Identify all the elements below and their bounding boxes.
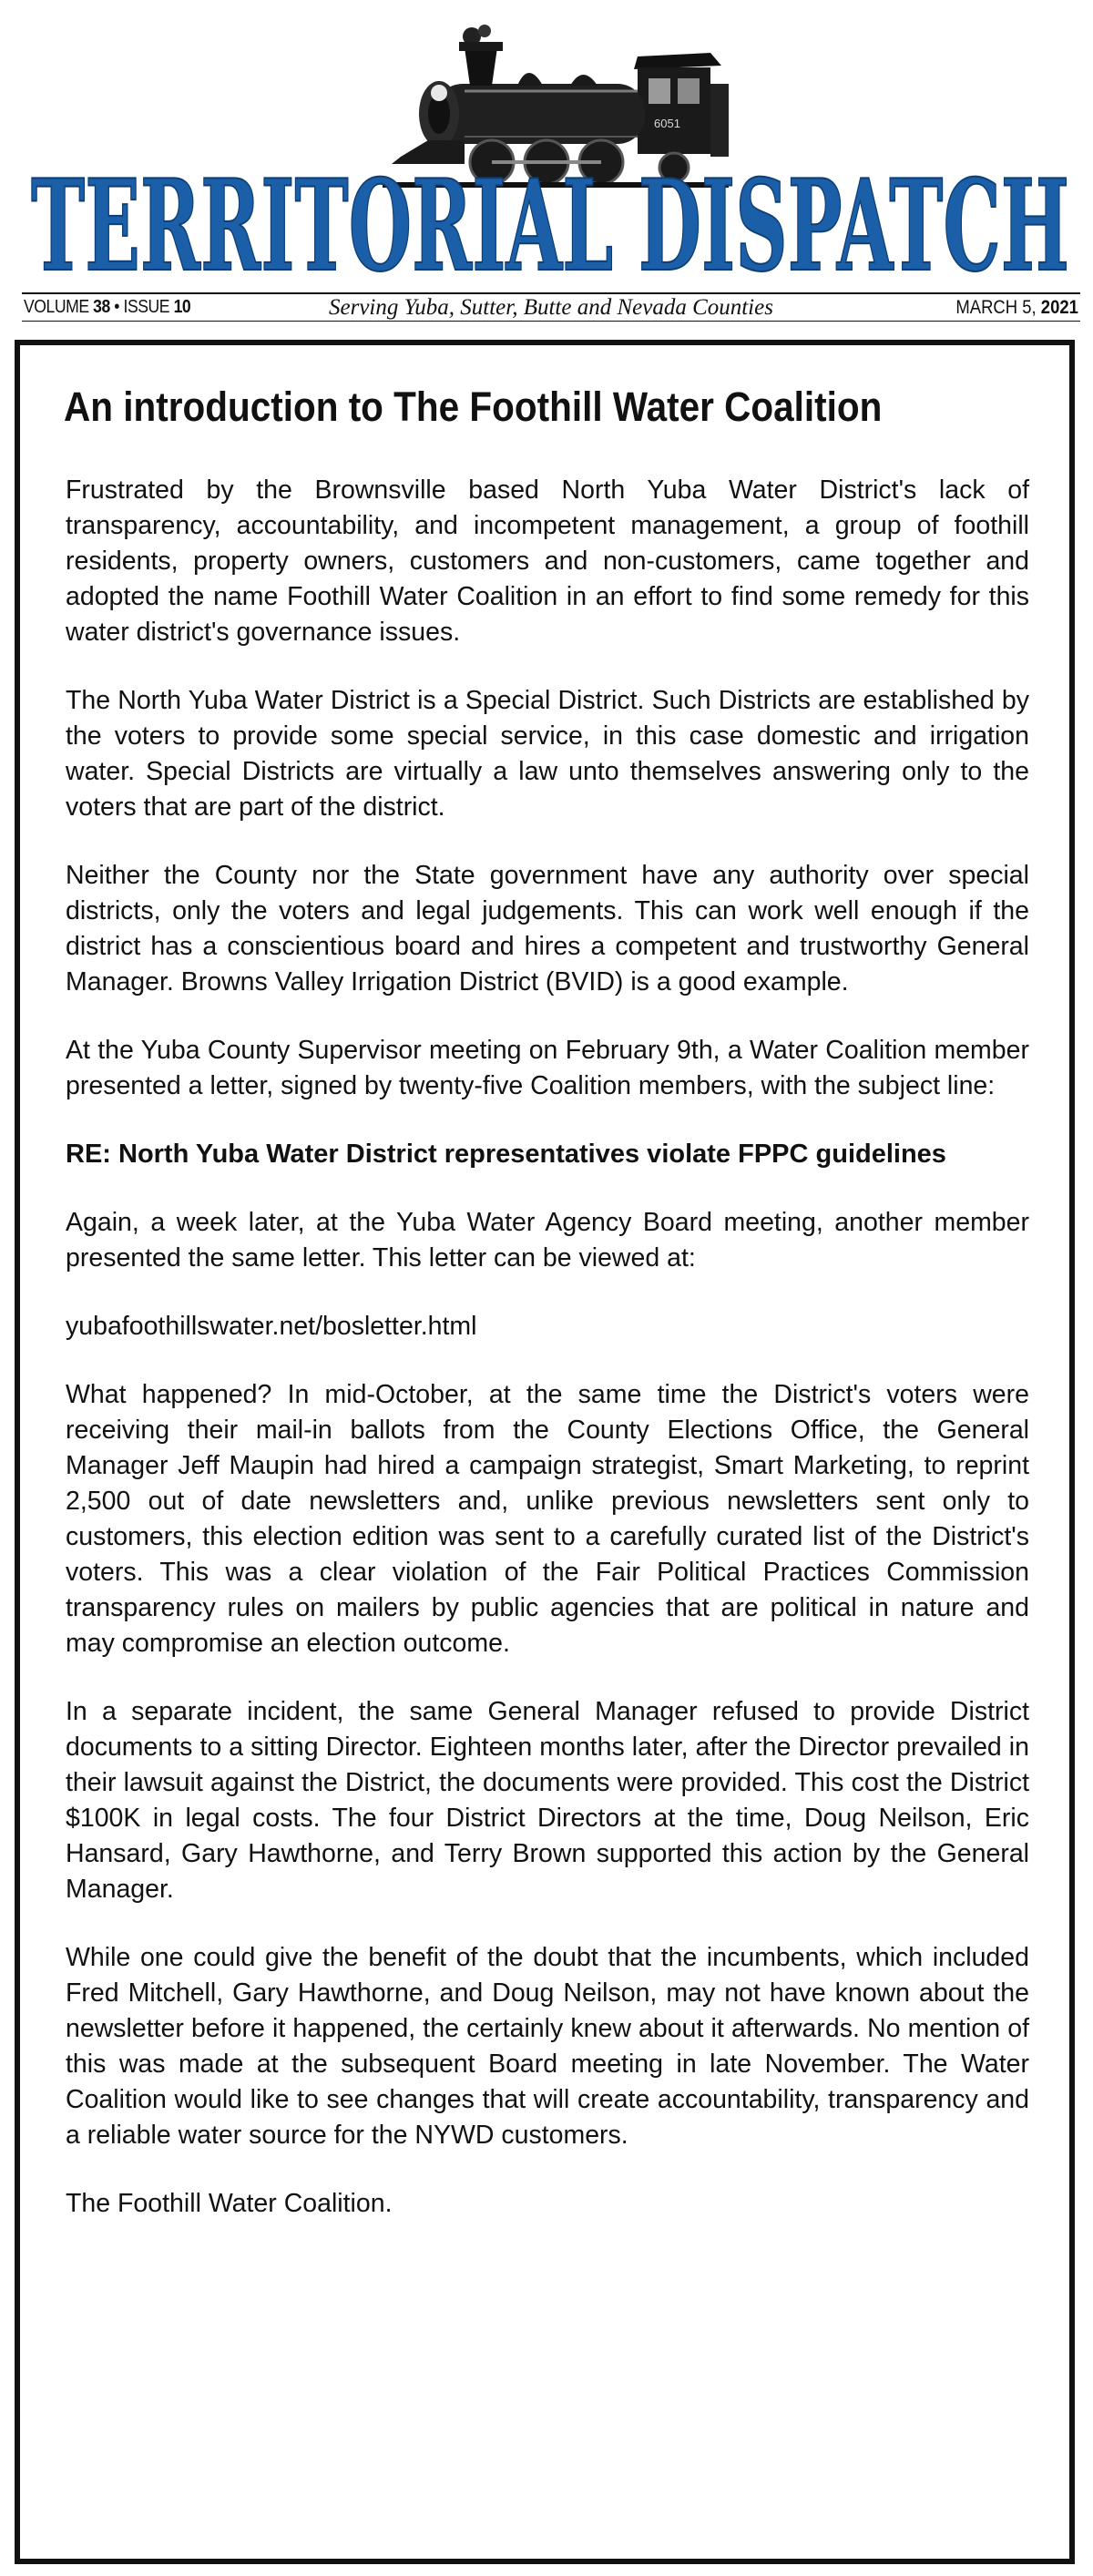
article-paragraph: What happened? In mid-October, at the same time the District's voters were receiving their mail-in ballots from the County Elections Office, the General Manager Jeff Maupin had hired a campaign strategist, Smart Marketing, to reprint 2,500 out of date newsletters and, unlike previous newsletters sent only to customers, this election edition was sent to a carefully curated list of the District's voters. This was a clear violation of the Fair Political Practices Commission transparency rules on mailers by public agencies that are political in nature and may compromise an election outcome. — [66, 1380, 1029, 1658]
article-paragraph: Neither the County nor the State government have any authority over special districts, only the voters and legal judgements. This can work well enough if the district has a conscientious board and hires a competent and trustworthy General Manager. Browns Valley Irrigation District (BVID) is a good example. — [66, 861, 1029, 997]
article-headline: An introduction to The Foothill Water Coalition — [64, 383, 883, 430]
article-paragraph: While one could give the benefit of the doubt that the incumbents, which included Fred Mitchell, Gary Hawthorne, and Doug Neilson, may not have known about the newsletter before it happened, the certainly knew about it afterwards. No mention of this was made at the subsequent Board meeting in late November. The Water Coalition would like to see changes that will create accountability, transparency and a reliable water source for the NYWD customers. — [66, 1943, 1029, 2150]
issue-date — [955, 297, 1078, 319]
masthead-title: TERRITORIAL DISPATCH — [31, 151, 1069, 287]
masthead — [0, 0, 1093, 328]
locomotive-number: 6051 — [654, 117, 680, 130]
volume-label: VOLUME — [24, 297, 89, 317]
masthead-rule-bottom — [22, 321, 1080, 322]
date-year: 2021 — [1040, 297, 1078, 318]
date-text: MARCH 5, — [955, 297, 1037, 318]
issue-label: ISSUE — [123, 297, 170, 317]
volume-number: 38 — [93, 297, 110, 317]
article-paragraph: The North Yuba Water District is a Special District. Such Districts are established by the voters to provide some special service, in this case domestic and irrigation water. Special Districts are virtually a law unto themselves answering only to the voters that are part of the district. — [66, 686, 1029, 822]
article-paragraph: At the Yuba County Supervisor meeting on February 9th, a Water Coalition member presented a letter, signed by twenty-five Coalition members, with the subject line: — [66, 1036, 1029, 1100]
article-paragraph: In a separate incident, the same General Manager refused to provide District documents to a sitting Director. Eighteen months later, after the Director prevailed in their lawsuit against the District, the documents were provided. This cost the District $100K in legal costs. The four District Directors at the time, Doug Neilson, Eric Hansard, Gary Hawthorne, and Terry Brown supported this action by the General Manager. — [66, 1697, 1029, 1904]
issue-number: 10 — [173, 297, 191, 317]
article-paragraph: Again, a week later, at the Yuba Water Agency Board meeting, another member presented the same letter. This letter can be viewed at: — [66, 1208, 1029, 1273]
article-signoff: The Foothill Water Coalition. — [66, 2189, 393, 2218]
bullet: • — [114, 297, 120, 317]
nameplate — [27, 137, 1075, 287]
letter-subject-line: RE: North Yuba Water District representatives violate FPPC guidelines — [66, 1140, 946, 1169]
masthead-rule-top — [22, 292, 1080, 294]
letter-url: yubafoothillswater.net/bosletter.html — [66, 1312, 477, 1341]
article-body — [66, 473, 1029, 2254]
masthead-info-bar — [24, 295, 1078, 321]
article-paragraph: Frustrated by the Brownsville based North Yuba Water District's lack of transparency, accountability, and incompetent management, a group of foothill residents, property owners, customers and non-customers, came together and adopted the name Foothill Water Coalition in an effort to find some remedy for this water district's governance issues. — [66, 475, 1029, 647]
masthead-tagline: Serving Yuba, Sutter, Butte and Nevada Counties — [329, 295, 773, 320]
article-box — [15, 340, 1075, 2564]
